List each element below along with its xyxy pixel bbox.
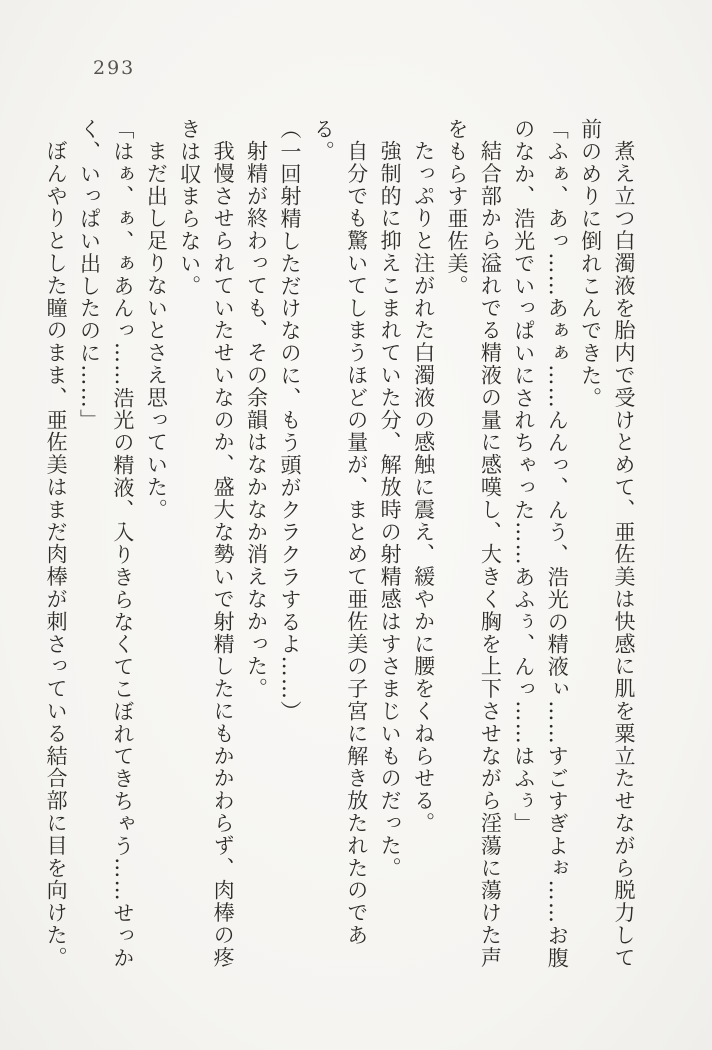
body-text [39,118,640,978]
text-line: 強制的に抑えこまれていた分、解放時の射精感はすさまじいものだった。 [378,140,403,880]
text-line: 「ふぁ、あっ……あぁぁ……んんっ、んう、浩光の精液ぃ……すごすぎよぉ……お腹 [545,118,570,970]
text-line: 「はぁ、ぁ、ぁあんっ……浩光の精液、入りきらなくてこぼれてきちゃう……せっか [110,118,135,970]
text-line: まだ出し足りないとさえ思っていた。 [144,140,169,521]
page-number: 293 [93,57,136,79]
text-line: ぼんやりとした瞳のまま、亜佐美はまだ肉棒が刺さっている結合部に目を向けた。 [44,140,69,969]
text-line: のなか、浩光でいっぱいにされちゃった……あふぅ、んっ……はふぅ」 [511,118,536,835]
text-line: きは収まらない。 [177,118,202,298]
text-line: 煮え立つ白濁液を胎内で受けとめて、亜佐美は快感に肌を粟立たせながら脱力して [612,140,636,969]
text-line: （一回射精しただけなのに、もう頭がクラクラするよ……） [277,118,302,723]
text-line: 自分でも驚いてしまうほどの量が、まとめて亜佐美の子宮に解き放たれたのである。 [311,118,369,947]
text-line: をもらす亜佐美。 [444,118,469,298]
text-line: 結合部から溢れでる精液の量に感嘆し、大きく胸を上下させながら淫蕩に蕩けた声 [478,140,503,969]
text-line: 前のめりに倒れこんできた。 [578,118,603,410]
text-line: 射精が終わっても、その余韻はなかなか消えなかった。 [244,140,269,700]
text-line: く、いっぱい出したのに……」 [77,118,102,432]
text-line: たっぷりと注がれた白濁液の感触に震え、緩やかに腰をくねらせる。 [411,140,436,835]
text-line: 我慢させられていたせいなのか、盛大な勢いで射精したにもかかわらず、肉棒の疼 [211,140,236,969]
